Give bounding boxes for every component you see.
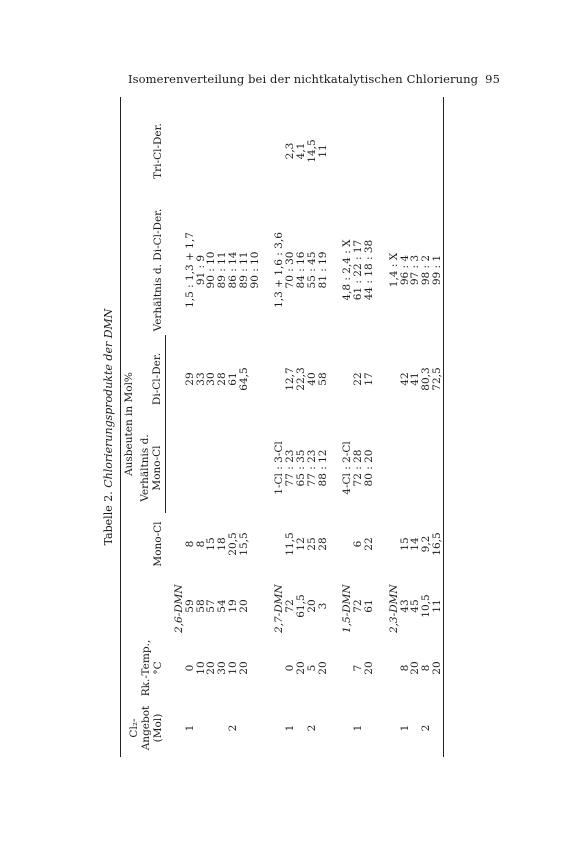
cell-cl2: [239, 699, 250, 757]
cell-di: 22: [352, 372, 365, 386]
cell-ratio-di: 91 : 9: [194, 254, 207, 286]
cell-ratio-mono: [239, 423, 250, 513]
table-row: [410, 97, 421, 757]
cell-temp: 10: [194, 661, 207, 675]
table-row: [285, 97, 296, 757]
empty-cell: [342, 97, 353, 205]
cell-mono: 6: [352, 540, 365, 548]
group-title-row: [174, 97, 185, 757]
cell-dmn: 58: [194, 599, 207, 613]
cell-cl2: [250, 699, 261, 757]
cell-ratio-di: 81 : 19: [316, 251, 329, 289]
cell-ratio-mono: 77 : 23: [305, 449, 318, 487]
cell-dmn: 3: [316, 602, 329, 610]
cell-dmn: 20: [305, 599, 318, 613]
cell-temp: 8: [420, 664, 433, 672]
cell-di: 41: [409, 372, 422, 386]
cell-di: 80,3: [420, 367, 433, 391]
table-row: [296, 97, 307, 757]
cell-tri: [432, 97, 443, 205]
cell-ratio-di: 98 : 2: [420, 254, 433, 286]
cell-tri: [217, 97, 228, 205]
cell-tri: [421, 97, 432, 205]
group-title-row: [274, 97, 285, 757]
cell-temp: 20: [362, 661, 375, 675]
cell-tri: 4,1: [294, 142, 307, 160]
cell-cl2: [196, 699, 207, 757]
cell-dmn: 43: [398, 599, 411, 613]
cell-tri: [196, 97, 207, 205]
spacer-cell: [375, 97, 389, 757]
cell-temp: 5: [305, 664, 318, 672]
cell-dmn: 61: [362, 599, 375, 613]
cell-cl2: 2: [305, 724, 318, 732]
cell-ratio-mono: [410, 423, 421, 513]
group-title-text: 2,3-DMN: [387, 584, 400, 633]
col-header-span: Ausbeuten in Mol%: [121, 335, 138, 513]
cell-mono: 22: [362, 537, 375, 551]
cell-mono: 8: [194, 540, 207, 548]
group-di-ratio-header: 1,4 : X: [387, 252, 400, 288]
group-spacer: [328, 97, 342, 757]
empty-cell: [389, 699, 400, 757]
cell-tri: 2,3: [284, 142, 297, 160]
cell-tri: [364, 97, 375, 205]
empty-cell: [389, 97, 400, 205]
cell-dmn: 45: [409, 599, 422, 613]
group-spacer: [375, 97, 389, 757]
group-title-text: 2,6-DMN: [173, 584, 185, 633]
cell-temp: 0: [183, 664, 196, 672]
cell-ratio-mono: 72 : 28: [352, 449, 365, 487]
group-title: [389, 575, 400, 637]
cell-ratio-mono: [217, 423, 228, 513]
cell-mono: 15,5: [237, 532, 250, 556]
cell-mono: 15: [205, 537, 218, 551]
group-title-text: 1,5-DMN: [341, 584, 354, 633]
cell-cl2: 1: [284, 724, 297, 732]
table-row: [196, 97, 207, 757]
cell-temp: 8: [398, 664, 411, 672]
cell-cl2: [432, 699, 443, 757]
cell-mono: 16,5: [432, 513, 443, 575]
cell-ratio-mono: [196, 423, 207, 513]
cell-ratio-mono: [250, 423, 261, 513]
cell-ratio-di: 99 : 1: [432, 205, 443, 335]
cell-temp: 20: [294, 661, 307, 675]
cell-temp: 30: [216, 661, 229, 675]
caption-title: Chlorierungsprodukte der DMN: [102, 308, 115, 488]
cell-cl2: [318, 699, 329, 757]
cell-ratio-mono: [206, 423, 217, 513]
cell-dmn: 61,5: [294, 594, 307, 618]
group-di-ratio-header: 4,8 : 2,4 : X: [341, 239, 354, 301]
group-title-text: 2,7-DMN: [273, 584, 286, 633]
cell-cl2: 1: [352, 724, 365, 732]
cell-tri: [353, 97, 364, 205]
cell-ratio-mono: 65 : 35: [294, 449, 307, 487]
empty-cell: [389, 637, 400, 699]
table-row: [185, 97, 196, 757]
cell-dmn: 19: [226, 599, 239, 613]
cell-ratio-mono: 77 : 23: [284, 449, 297, 487]
data-table: [120, 97, 444, 757]
table-row: [364, 97, 375, 757]
group-ratio-header: 1-Cl : 3-Cl: [273, 441, 286, 495]
cell-mono: 8: [183, 540, 196, 548]
table-row: [217, 97, 228, 757]
cell-dmn: 10,5: [420, 594, 433, 618]
group-ratio-header: 4-Cl : 2-Cl: [341, 441, 354, 495]
empty-cell: [174, 97, 185, 205]
cell-di: 12,7: [284, 367, 297, 391]
group-ratio-header: [389, 423, 400, 513]
table-row: [318, 97, 329, 757]
cell-dmn: 59: [183, 599, 196, 613]
group-ratio-header: [174, 423, 185, 513]
cell-temp: 20: [316, 661, 329, 675]
cell-mono: 14: [409, 537, 422, 551]
cell-di: 17: [362, 372, 375, 386]
running-head-title: Isomerenverteilung bei der nichtkatalytischen Chlorierung: [128, 72, 479, 86]
cell-ratio-di: 84 : 16: [294, 251, 307, 289]
group-spacer: [260, 97, 274, 757]
cell-mono: 15: [398, 537, 411, 551]
cell-dmn: [250, 575, 261, 637]
table-row: [400, 97, 411, 757]
cell-ratio-mono: [185, 423, 196, 513]
cell-mono: 11,5: [284, 532, 297, 556]
cell-tri: [228, 97, 239, 205]
cell-di: 42: [398, 372, 411, 386]
group-title-row: [342, 97, 353, 757]
table-row: [307, 97, 318, 757]
running-head: [128, 72, 500, 86]
cell-cl2: [364, 699, 375, 757]
col-header-temp: Rk.-Temp., °C: [121, 637, 166, 699]
col-header-tri: Tri-Cl-Der.: [121, 97, 166, 205]
spacer-cell: [166, 97, 175, 757]
cell-mono: 25: [305, 537, 318, 551]
cell-ratio-mono: 88 : 12: [316, 449, 329, 487]
cell-temp: 20: [205, 661, 218, 675]
cell-temp: [250, 637, 261, 699]
col-header-ratio-mono: Verhältnis d. Mono-Cl: [137, 423, 166, 513]
table-row: [353, 97, 364, 757]
table-row: [250, 97, 261, 757]
table-row: [421, 97, 432, 757]
table-body: [166, 97, 444, 757]
cell-cl2: 1: [398, 724, 411, 732]
cell-di: 58: [316, 372, 329, 386]
cell-mono: 9,2: [420, 535, 433, 553]
cell-ratio-mono: 80 : 20: [362, 449, 375, 487]
cell-ratio-di: 96 : 4: [398, 254, 411, 286]
cell-di: 72,5: [432, 335, 443, 423]
table-row: [206, 97, 217, 757]
col-header-ratio-di: Verhältnis d. Di-Cl-Der.: [121, 205, 166, 335]
cell-ratio-di: 86 : 14: [226, 251, 239, 289]
empty-cell: [389, 335, 400, 423]
cell-mono: 12: [294, 537, 307, 551]
cell-temp: 10: [226, 661, 239, 675]
cell-ratio-di: 89 : 11: [216, 251, 229, 289]
cell-di: [250, 335, 261, 423]
empty-cell: [389, 513, 400, 575]
cell-cl2: 1: [183, 724, 196, 732]
group-spacer: [166, 97, 175, 757]
table-row: [239, 97, 250, 757]
cell-temp: 20: [432, 637, 443, 699]
cell-ratio-mono: [228, 423, 239, 513]
cell-mono: 28: [316, 537, 329, 551]
cell-dmn: 20: [237, 599, 250, 613]
cell-di: 29: [183, 372, 196, 386]
cell-dmn: 11: [432, 575, 443, 637]
cell-ratio-mono: [421, 423, 432, 513]
col-header-mono: Mono-Cl: [121, 513, 166, 575]
rotated-table-block: [98, 97, 498, 757]
caption-label: Tabelle 2.: [102, 491, 115, 546]
cell-dmn: 54: [216, 599, 229, 613]
table-caption: [98, 97, 120, 757]
cell-mono: 20,5: [226, 532, 239, 556]
cell-dmn: 72: [352, 599, 365, 613]
cell-di: 61: [226, 372, 239, 386]
cell-mono: [250, 513, 261, 575]
cell-di: 30: [205, 372, 218, 386]
cell-temp: 20: [237, 661, 250, 675]
cell-di: 40: [305, 372, 318, 386]
cell-tri: [400, 97, 411, 205]
cell-temp: 0: [284, 664, 297, 672]
col-header-di: Di-Cl-Der.: [137, 335, 166, 423]
cell-dmn: 72: [284, 599, 297, 613]
cell-di: 33: [194, 372, 207, 386]
cell-cl2: [206, 699, 217, 757]
cell-ratio-di: 70 : 30: [284, 251, 297, 289]
cell-tri: [185, 97, 196, 205]
cell-ratio-di: 97 : 3: [409, 254, 422, 286]
cell-ratio-di: 1,5 : 1,3 + 1,7: [183, 232, 196, 308]
cell-ratio-di: 55 : 45: [305, 251, 318, 289]
page-number: 95: [485, 72, 500, 86]
cell-ratio-mono: [432, 423, 443, 513]
cell-ratio-di: 61 : 22 : 17: [352, 239, 365, 301]
group-di-ratio-header: 1,3 + 1,6 : 3,6: [273, 232, 286, 308]
cell-ratio-di: 90 : 10: [205, 251, 218, 289]
table-row: [228, 97, 239, 757]
cell-tri: 11: [316, 144, 329, 158]
cell-cl2: 2: [420, 724, 433, 732]
cell-ratio-mono: [400, 423, 411, 513]
cell-cl2: 2: [226, 724, 239, 732]
cell-di: 64,5: [237, 367, 250, 391]
spacer-cell: [260, 97, 274, 757]
col-header-dmn: [121, 575, 166, 637]
cell-tri: 14,5: [305, 139, 318, 163]
spacer-cell: [328, 97, 342, 757]
cell-tri: [250, 97, 261, 205]
cell-tri: [410, 97, 421, 205]
cell-temp: 7: [352, 664, 365, 672]
cell-di: 22,3: [294, 367, 307, 391]
cell-tri: [206, 97, 217, 205]
cell-ratio-di: 89 : 11: [237, 251, 250, 289]
cell-dmn: 57: [205, 599, 218, 613]
cell-tri: [239, 97, 250, 205]
cell-temp: 20: [409, 661, 422, 675]
header-row-top: [121, 97, 138, 757]
cell-ratio-di: 90 : 10: [248, 251, 261, 289]
cell-di: 28: [216, 372, 229, 386]
col-header-cl2: Cl₂-Angebot (Mol): [121, 699, 166, 757]
group-title-row: [389, 97, 400, 757]
cell-mono: 18: [216, 537, 229, 551]
table-row: [432, 97, 443, 757]
cell-ratio-di: 44 : 18 : 38: [362, 239, 375, 301]
